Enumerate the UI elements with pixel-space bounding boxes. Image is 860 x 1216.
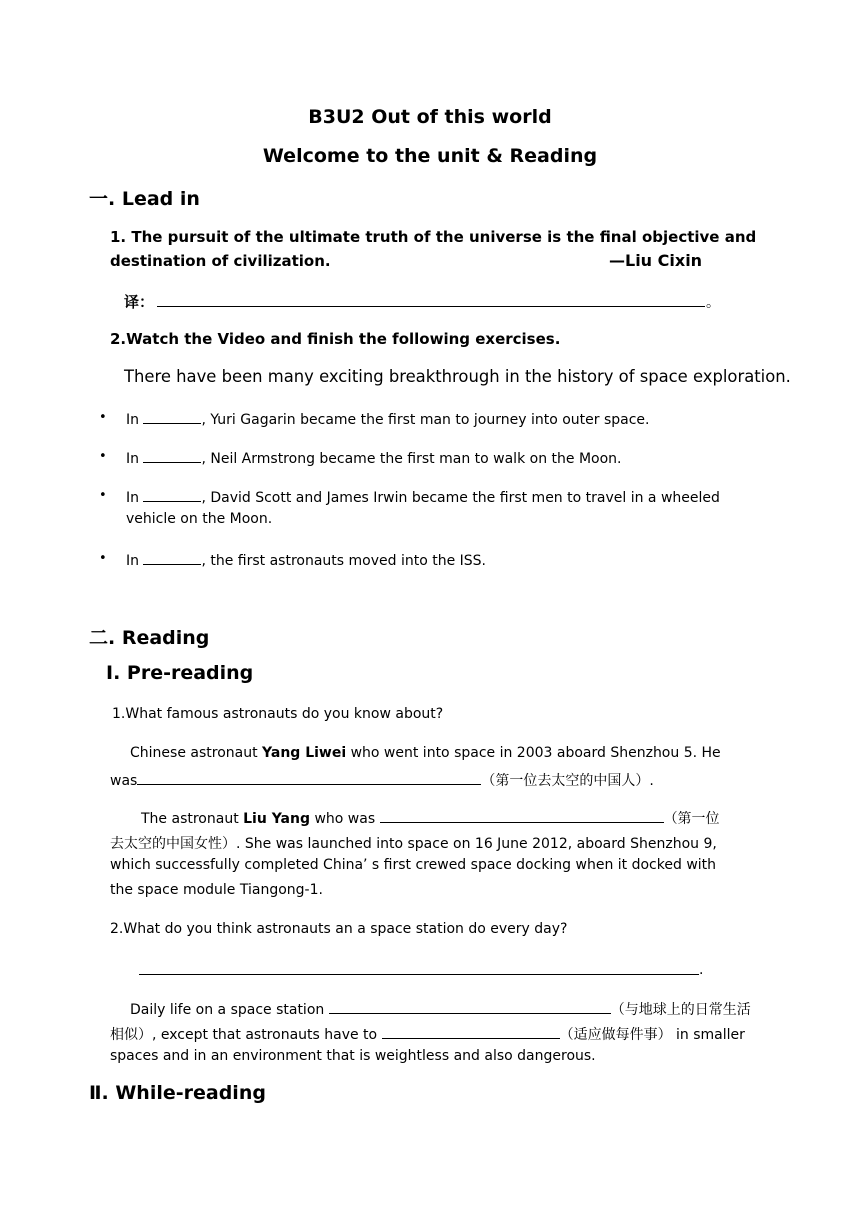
liu-yang-line-2: 去太空的中国女性）. She was launched into space on 16 June 2012, aboard Shenzhou 9, — [110, 836, 717, 852]
bullet-item-4: In , the first astronauts moved into the ISS. — [126, 550, 486, 569]
section-heading-reading: 二. Reading — [89, 627, 210, 649]
yang-liwei-line-2: was （第一位去太空的中国人）. — [110, 770, 654, 790]
yang-liwei-line-1: Chinese astronaut Yang Liwei who went into space in 2003 aboard Shenzhou 5. He — [130, 745, 721, 761]
adapt-blank[interactable] — [382, 1024, 560, 1039]
quote-line-1: 1. The pursuit of the ultimate truth of the universe is the final objective and — [110, 228, 757, 246]
translate-label: 译： — [124, 293, 155, 311]
liu-yang-line-3: which successfully completed China’ s first crewed space docking when it docked with — [110, 857, 717, 873]
while-reading-heading: Ⅱ. While-reading — [89, 1082, 266, 1104]
year-blank-4[interactable] — [143, 550, 201, 565]
pre-reading-question-1: 1.What famous astronauts do you know about? — [112, 706, 444, 722]
daily-life-line-2: 相似）, except that astronauts have to （适应做每件事） in smaller — [110, 1024, 745, 1044]
title-line-1: B3U2 Out of this world — [308, 106, 552, 128]
bullet-item-2: In , Neil Armstrong became the first man to walk on the Moon. — [126, 448, 621, 467]
intro-sentence: There have been many exciting breakthrough in the history of space exploration. — [124, 367, 791, 386]
quote-author: —Liu Cixin — [609, 251, 703, 270]
translate-blank[interactable] — [157, 290, 705, 307]
bullet-item-1: In , Yuri Gagarin became the first man to journey into outer space. — [126, 409, 649, 428]
exercise-2-heading: 2.Watch the Video and finish the following exercises. — [110, 330, 561, 348]
similar-to-earth-blank[interactable] — [329, 999, 611, 1014]
title-line-2: Welcome to the unit & Reading — [262, 145, 598, 167]
bullet-dot: • — [99, 551, 107, 566]
section-heading-lead-in: 一. Lead in — [89, 188, 200, 210]
pre-reading-question-2: 2.What do you think astronauts an a space station do every day? — [110, 921, 568, 937]
year-blank-1[interactable] — [143, 409, 201, 424]
bullet-item-3-continued: vehicle on the Moon. — [126, 511, 273, 527]
liu-yang-line-4: the space module Tiangong-1. — [110, 882, 323, 898]
liu-yang-line-1: The astronaut Liu Yang who was （第一位 — [141, 808, 720, 828]
daily-life-line-3: spaces and in an environment that is weightless and also dangerous. — [110, 1048, 596, 1064]
bullet-dot: • — [99, 488, 107, 503]
first-chinese-woman-in-space-blank[interactable] — [380, 808, 664, 823]
question-2-answer-blank[interactable] — [139, 960, 699, 975]
bullet-dot: • — [99, 449, 107, 464]
bullet-item-3: In , David Scott and James Irwin became the first men to travel in a wheeled — [126, 487, 720, 506]
translate-end: 。 — [706, 295, 720, 311]
pre-reading-heading: Ⅰ. Pre-reading — [106, 662, 254, 684]
bullet-dot: • — [99, 410, 107, 425]
answer-period: . — [699, 962, 704, 978]
quote-line-2: destination of civilization. — [110, 252, 331, 270]
daily-life-line-1: Daily life on a space station （与地球上的日常生活 — [130, 999, 751, 1019]
first-chinese-in-space-blank[interactable] — [137, 770, 481, 785]
year-blank-2[interactable] — [143, 448, 201, 463]
year-blank-3[interactable] — [143, 487, 201, 502]
